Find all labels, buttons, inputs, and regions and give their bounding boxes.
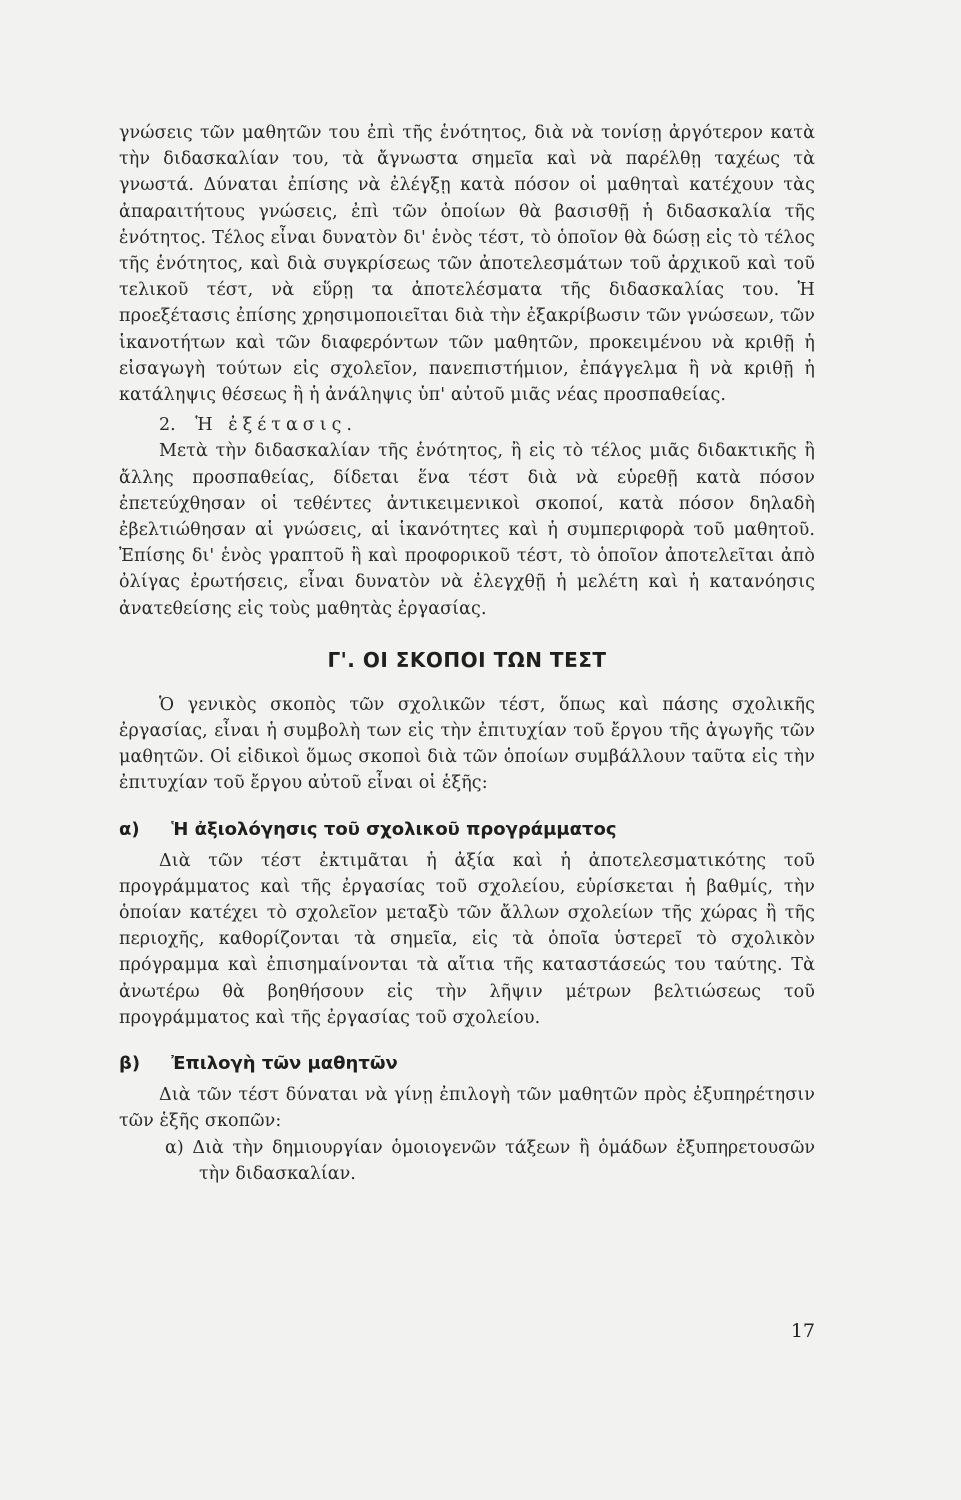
subheading-alpha-title: Ἡ ἀξιολόγησις τοῦ σχολικοῦ προγράμματος — [171, 818, 617, 840]
subsection-title: Ἡ ἐξέτασις. — [195, 415, 357, 436]
subsection-number: 2. — [159, 415, 176, 436]
subheading-beta-title: Ἐπιλογὴ τῶν μαθητῶν — [171, 1053, 398, 1075]
paragraph-student-selection: Διὰ τῶν τέστ δύναται νὰ γίνῃ ἐπιλογὴ τῶν μαθητῶν πρὸς ἐξυπηρέτησιν τῶν ἑξῆς σκοπῶν: — [119, 1085, 815, 1132]
section-heading-purposes: Γ'. ΟΙ ΣΚΟΠΟΙ ΤΩΝ ΤΕΣΤ — [327, 647, 607, 672]
subheading-beta — [119, 1053, 815, 1074]
paragraph-program-evaluation: Διὰ τῶν τέστ ἐκτιμᾶται ἡ ἀξία καὶ ἡ ἀποτελεσματικότης τοῦ προγράμματος καὶ τῆς ἐργασίας τοῦ σχολείου, εὑρίσκεται ἡ βαθμίς, τὴν ὁποίαν κατέχει τὸ σχολεῖον μεταξὺ τῶν ἄλλων σχολείων τῆς χώρας ἢ τῆς περιοχῆς, καθορίζονται τὰ σημεῖα, εἰς τὰ ὁποῖα ὑστερεῖ τὸ σχολικὸν πρόγραμμα καὶ ἐπισημαίνονται τὰ αἴτια τῆς καταστάσεώς του ταύτης. Τὰ ἀνωτέρω θὰ βοηθήσουν εἰς τὴν λῆψιν μέτρων βελτιώσεως τοῦ προγράμματος καὶ τῆς ἐργασίας τοῦ σχολείου. — [119, 850, 815, 1028]
subsection-2-heading — [119, 412, 815, 438]
paragraph-general-purpose: Ὁ γενικὸς σκοπὸς τῶν σχολικῶν τέστ, ὅπως καὶ πάσης σχολικῆς ἐργασίας, εἶναι ἡ συμβολὴ των εἰς τὴν ἐπιτυχίαν τοῦ ἔργου τῆς ἀγωγῆς τῶν μαθητῶν. Οἱ εἰδικοὶ ὅμως σκοποὶ διὰ τῶν ὁποίων συμβάλλουν ταῦτα εἰς τὴν ἐπιτυχίαν τοῦ ἔργου αὐτοῦ εἶναι οἱ ἑξῆς: — [119, 694, 815, 794]
subheading-alpha-marker: α) — [119, 818, 140, 840]
paragraph-examination: Μετὰ τὴν διδασκαλίαν τῆς ἑνότητος, ἢ εἰς τὸ τέλος μιᾶς διδακτικῆς ἢ ἄλλης προσπαθείας, δίδεται ἕνα τέστ διὰ νὰ εὑρεθῇ κατὰ πόσον ἐπετεύχθησαν οἱ τεθέντες ἀντικειμενικοὶ σκοποί, κατὰ πόσον δηλαδὴ ἐβελτιώθησαν αἱ γνώσεις, αἱ ἱκανότητες καὶ ἡ συμπεριφορὰ τοῦ μαθητοῦ. Ἐπίσης δι' ἑνὸς γραπτοῦ ἢ καὶ προφορικοῦ τέστ, τὸ ὁποῖον ἀποτελεῖται ἀπὸ ὀλίγας ἐρωτήσεις, εἶναι δυνατὸν νὰ ἐλεγχθῇ ἡ μελέτη καὶ ἡ κατανόησις ἀνατεθείσης εἰς τοὺς μαθητὰς ἐργασίας. — [119, 441, 815, 619]
list-item-a: α) Διὰ τὴν δημιουργίαν ὁμοιογενῶν τάξεων ἢ ὁμάδων ἐξυπηρετουσῶν τὴν διδασκαλίαν. — [165, 1137, 815, 1184]
paragraph-previous-testing: γνώσεις τῶν μαθητῶν του ἐπὶ τῆς ἑνότητος, διὰ νὰ τονίσῃ ἀργότερον κατὰ τὴν διδασκαλίαν του, τὰ ἄγνωστα σημεῖα καὶ νὰ παρέλθῃ ταχέως τὰ γνωστά. Δύναται ἐπίσης νὰ ἐλέγξῃ κατὰ πόσον οἱ μαθηταὶ κατέχουν τὰς ἀπαραιτήτους γνώσεις, ἐπὶ τῶν ὁποίων θὰ βασισθῇ ἡ διδασκαλία τῆς ἑνότητος. Τέλος εἶναι δυνατὸν δι' ἑνὸς τέστ, τὸ ὁποῖον θὰ δώσῃ εἰς τὸ τέλος τῆς ἑνότητος, καὶ διὰ συγκρίσεως τῶν ἀποτελεσμάτων τοῦ ἀρχικοῦ καὶ τοῦ τελικοῦ τέστ, νὰ εὕρῃ τα ἀποτελέσματα τῆς διδασκαλίας του. Ἡ προεξέτασις ἐπίσης χρησιμοποιεῖται διὰ τὴν ἐξακρίβωσιν τῶν γνώσεων, τῶν ἱκανοτήτων καὶ τῶν διαφερόντων τῶν μαθητῶν, προκειμένου νὰ κριθῇ ἡ εἰσαγωγὴ τούτων εἰς σχολεῖον, πανεπιστήμιον, ἐπάγγελμα ἢ νὰ κριθῇ ἡ κατάληψις θέσεως ἢ ἡ ἀνάληψις ὑπ' αὐτοῦ μιᾶς νέας προσπαθείας. — [119, 123, 815, 406]
page-body — [119, 120, 815, 1187]
subheading-beta-marker: β) — [119, 1053, 141, 1075]
subheading-alpha — [119, 819, 815, 840]
page-number: 17 — [790, 1320, 815, 1342]
